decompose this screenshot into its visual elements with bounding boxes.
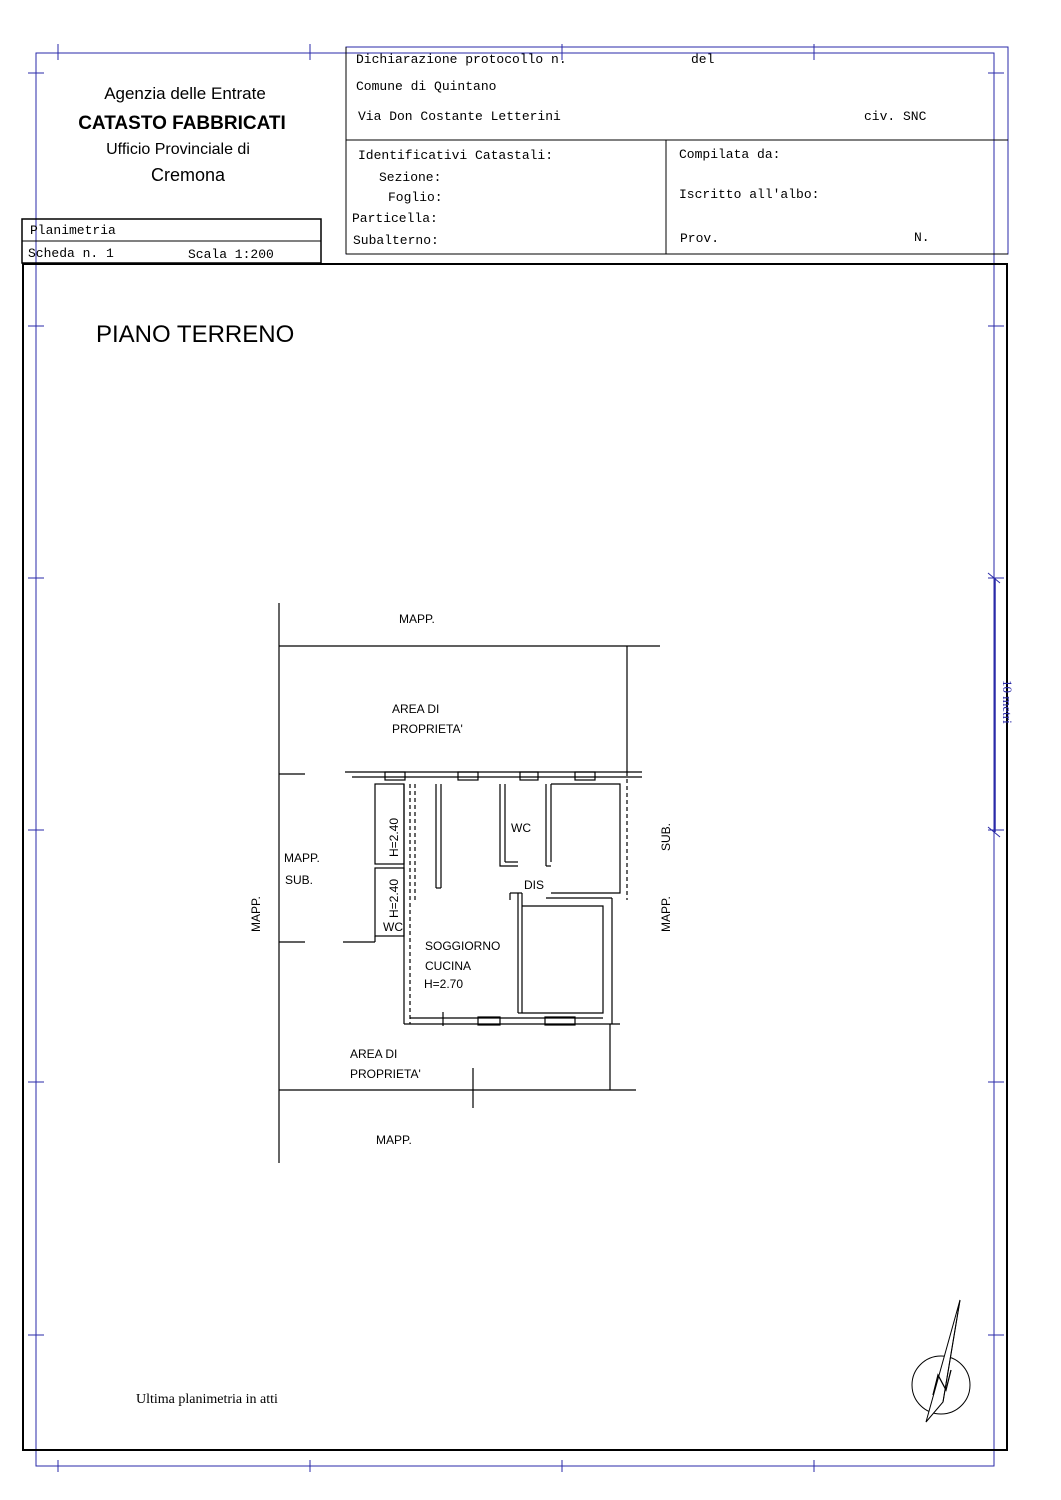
label-wc-left: WC	[383, 920, 403, 934]
compilata-label: Compilata da:	[679, 147, 781, 162]
label-soggiorno: SOGGIORNO	[425, 939, 501, 953]
iscritto-label: Iscritto all'albo:	[679, 187, 820, 202]
label-area-top-2: PROPRIETA'	[392, 722, 463, 736]
footer-note: Ultima planimetria in atti	[136, 1392, 278, 1407]
label-area-top-1: AREA DI	[392, 702, 440, 716]
label-mapp-bottom: MAPP.	[376, 1133, 412, 1147]
civ-label: civ. SNC	[864, 109, 927, 124]
label-area-bottom-2: PROPRIETA'	[350, 1067, 421, 1081]
particella-label: Particella:	[352, 211, 438, 226]
label-dis: DIS	[524, 878, 545, 892]
protocollo-label: Dichiarazione protocollo n.	[356, 52, 567, 67]
label-sub-right: SUB.	[659, 822, 673, 851]
planimetria-label: Planimetria	[30, 223, 116, 238]
via-label: Via Don Costante Letterini	[358, 109, 561, 124]
foglio-label: Foglio:	[388, 190, 443, 205]
label-mapp-left: MAPP.	[249, 896, 263, 932]
catasto-title: CATASTO FABBRICATI	[78, 113, 286, 134]
agency-header	[78, 84, 286, 185]
label-wc-top: WC	[511, 821, 531, 835]
label-mapp-sub-1: MAPP.	[284, 851, 320, 865]
label-h240-b: H=2.40	[387, 878, 401, 918]
scala-label: Scala 1:200	[188, 247, 274, 262]
province-name: Cremona	[150, 165, 226, 185]
agency-name: Agenzia delle Entrate	[104, 84, 266, 103]
prov-label: Prov.	[680, 231, 720, 246]
label-mapp-right: MAPP.	[659, 896, 673, 932]
identificativi-title: Identificativi Catastali:	[358, 148, 554, 163]
label-mapp-sub-2: SUB.	[285, 873, 314, 887]
drawing-frame	[23, 264, 1007, 1450]
scheda-label: Scheda n. 1	[28, 246, 114, 261]
ufficio-label: Ufficio Provinciale di	[106, 141, 250, 158]
del-label: del	[691, 52, 715, 67]
scale-bar-label: 10 metri	[1000, 680, 1015, 724]
floor-title: PIANO TERRENO	[96, 321, 295, 348]
floor-plan	[279, 603, 660, 1163]
sezione-label: Sezione:	[379, 170, 442, 185]
label-area-bottom-1: AREA DI	[350, 1047, 398, 1061]
label-h270: H=2.70	[424, 977, 464, 991]
label-cucina: CUCINA	[425, 959, 472, 973]
label-h240-a: H=2.40	[387, 817, 401, 857]
comune-label: Comune di Quintano	[356, 79, 497, 94]
outer-frame	[28, 44, 1008, 1472]
north-arrow-icon	[912, 1300, 970, 1422]
subalterno-label: Subalterno:	[353, 233, 439, 248]
n-label: N.	[914, 230, 930, 245]
label-mapp-top: MAPP.	[399, 612, 435, 626]
